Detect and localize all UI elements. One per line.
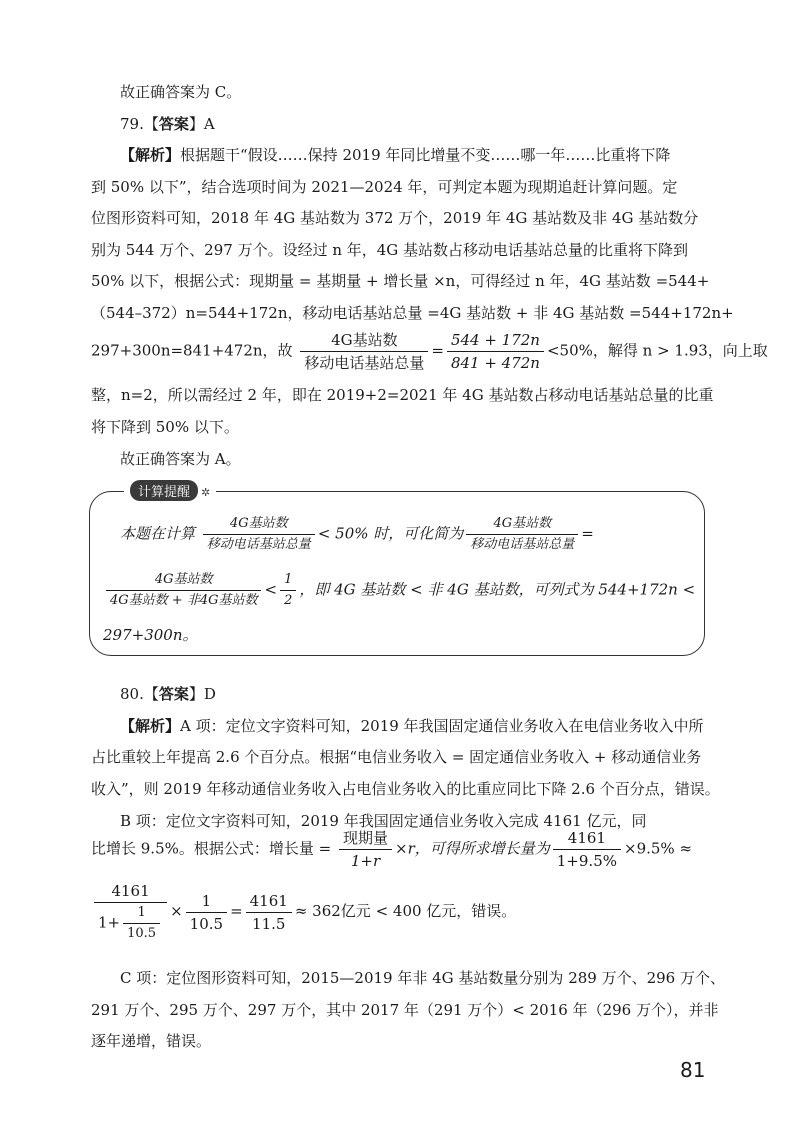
fraction-4161-over-1-plus-9-5: $\frac{4161}{1+9.5\%}$ [553, 829, 621, 870]
fraction-4161-nested: 4161 1+ $\frac{1}{10.5}$ [94, 882, 167, 942]
sparkle-icon: ✲ [201, 486, 211, 499]
fraction-current-over-1-plus-r: $\frac{\text{现期量}}{1+r}$ [339, 829, 392, 870]
calculation-hint-tag: 计算提醒 ✲ [124, 480, 216, 501]
q80-analysis-line-2: 占比重较上年提高 2.6 个百分点。根据“电信业务收入 = 固定通信业务收入 + 移动通信业务 [91, 748, 702, 766]
q80-analysis-line-7: C 项：定位图形资料可知，2015—2019 年非 4G 基站数量分别为 289 万个、296 万个、 [120, 969, 725, 987]
fraction-1-over-10-5: $\frac{1}{10.5}$ [186, 892, 227, 933]
page-number: 81 [680, 1058, 706, 1082]
fraction-one-half: $\frac{1}{2}$ [280, 572, 296, 609]
q80-analysis-line-9: 逐年递增，错误。 [91, 1032, 212, 1050]
fraction-4161-over-11-5: $\frac{4161}{11.5}$ [246, 892, 292, 933]
q80-analysis-line-8: 291 万个、295 万个、297 万个，其中 2017 年（291 万个）< 2016 年（296 万个），并非 [91, 1001, 719, 1019]
q79-analysis-line-5: 50% 以下，根据公式：现期量 = 基期量 + 增长量 ×n，可得经过 n 年，4G 基站数 =544+ [91, 272, 710, 290]
q79-analysis-line-3: 位图形资料可知，2018 年 4G 基站数为 372 万个，2019 年 4G 基站数及非 4G 基站数分 [91, 209, 699, 227]
q79-analysis-line-4: 别为 544 万个、297 万个。设经过 n 年，4G 基站数占移动电话基站总量的比重将下降到 [91, 241, 689, 259]
q79-analysis-line-1: 【解析】根据题干“假设……保持 2019 年同比增量不变……哪一年……比重将下降 [120, 146, 671, 164]
q79-answer-heading: 79.【答案】A [120, 115, 215, 133]
q80-analysis-line-3: 收入”，则 2019 年移动通信业务收入占电信业务收入的比重应同比下降 2.6 个百分点，错误。 [91, 780, 720, 798]
hint-fraction-2: $\frac{\text{4G基站数}}{\text{移动电话基站总量}}$ [466, 516, 578, 553]
q79-analysis-line-2: 到 50% 以下”，结合选项时间为 2021—2024 年，可判定本题为现期追赶计算问题。定 [91, 178, 678, 196]
q79-analysis-line-9: 将下降到 50% 以下。 [91, 418, 239, 436]
q79-analysis-line-6: （544–372）n=544+172n，移动电话基站总量 =4G 基站数 + 非 4G 基站数 =544+172n+ [91, 304, 734, 322]
hint-fraction-1: $\frac{\text{4G基站数}}{\text{移动电话基站总量}}$ [203, 516, 315, 553]
hint-line-1: 本题在计算 $\frac{\text{4G基站数}}{\text{移动电话基站总量}}$ < 50% 时，可化简为 $\frac{\text{4G基站数}}{\text{移动电话基站总量}}$ = [120, 516, 594, 552]
q80-answer-heading: 80.【答案】D [120, 685, 216, 703]
hint-line-3: 297+300n。 [103, 626, 198, 644]
fraction-1-over-10-5-nested: $\frac{1}{10.5}$ [123, 905, 160, 942]
q79-analysis-formula-line: 297+300n=841+472n，故 $\frac{\text{4G基站数}}{\text{移动电话基站总量}}$ = $\frac{544 + 172n}{841 + 472n}$ <50%，解得 n > 1.93，向上取 [91, 331, 768, 372]
q80-analysis-line-4: B 项：定位文字资料可知，2019 年我国固定通信业务收入完成 4161 亿元，同 [120, 812, 647, 830]
hint-fraction-3: $\frac{\text{4G基站数}}{\text{4G基站数 + 非4G基站数}}$ [106, 572, 261, 609]
q80-analysis-formula-line-2: 4161 1+ $\frac{1}{10.5}$ × $\frac{1}{10.5}$ = $\frac{4161}{11.5}$ ≈ 362亿元 < 400 亿元，错误。 [91, 882, 516, 942]
q80-analysis-formula-line-1: 比增长 9.5%。根据公式：增长量 = $\frac{\text{现期量}}{1+r}$ ×r，可得所求增长量为 $\frac{4161}{1+9.5\%}$ ×9.5% ≈ [91, 829, 693, 870]
fraction-544-over-841: $\frac{544 + 172n}{841 + 472n}$ [447, 331, 544, 372]
hint-line-2: $\frac{\text{4G基站数}}{\text{4G基站数 + 非4G基站数}}$ < $\frac{1}{2}$ ，即 4G 基站数 < 非 4G 基站数，可列式为 544+172n < [103, 572, 695, 609]
fraction-4g-share: $\frac{\text{4G基站数}}{\text{移动电话基站总量}}$ [300, 331, 428, 372]
q80-analysis-line-1: 【解析】A 项：定位文字资料可知，2019 年我国固定通信业务收入在电信业务收入中所 [120, 717, 704, 735]
line-answer-a: 故正确答案为 A。 [120, 450, 241, 468]
q79-analysis-line-8: 整，n=2，所以需经过 2 年，即在 2019+2=2021 年 4G 基站数占移动电话基站总量的比重 [91, 386, 714, 404]
line-answer-c: 故正确答案为 C。 [120, 83, 242, 101]
